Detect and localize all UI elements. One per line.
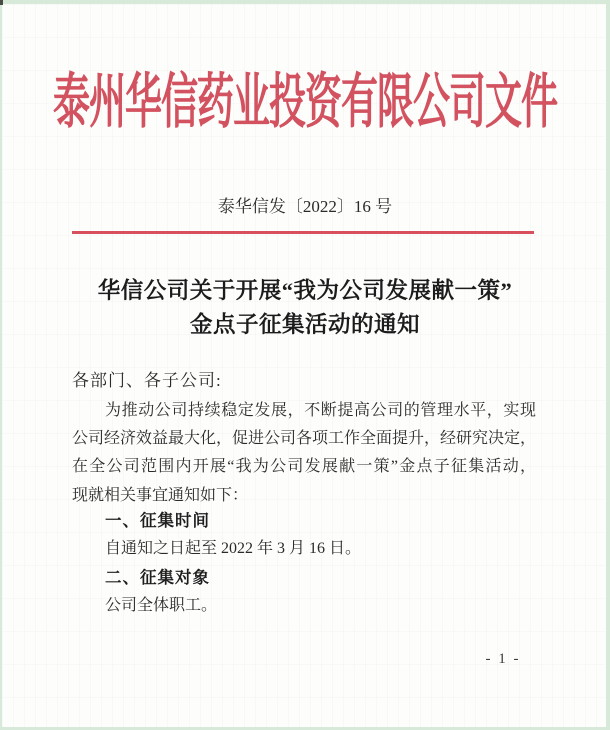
section-2-heading: 二、征集对象: [105, 568, 210, 587]
organization-header-title: 泰州华信药业投资有限公司文件: [53, 70, 557, 137]
section-1-body: 自通知之日起至 2022 年 3 月 16 日。: [105, 540, 362, 558]
document-number: 泰华信发〔2022〕16 号: [217, 197, 393, 216]
body-paragraph: [72, 397, 536, 510]
red-divider-rule: [72, 231, 534, 234]
document-title: [0, 274, 610, 341]
document-title-line-2: 金点子征集活动的通知: [189, 311, 420, 337]
paragraph-line: 为推动公司持续稳定发展，不断提高公司的管理水平，实现: [105, 402, 536, 419]
section-2-body: 公司全体职工。: [105, 597, 218, 615]
document-title-line-1: 华信公司关于开展“我为公司发展献一策”: [97, 278, 513, 303]
numbered-sections: [72, 507, 536, 621]
salutation: 各部门、各子公司:: [72, 371, 222, 390]
paragraph-line: 现就相关事宜通知如下：: [72, 486, 249, 504]
paragraph-line: 公司经济效益最大化，促进公司各项工作全面提升，经研究决定，: [72, 430, 537, 448]
paragraph-line: 在全公司范围内开展“我为公司发展献一策”金点子征集活动，: [72, 458, 536, 476]
page-number: - 1 -: [485, 651, 521, 667]
section-1-heading: 一、征集时间: [105, 512, 210, 530]
